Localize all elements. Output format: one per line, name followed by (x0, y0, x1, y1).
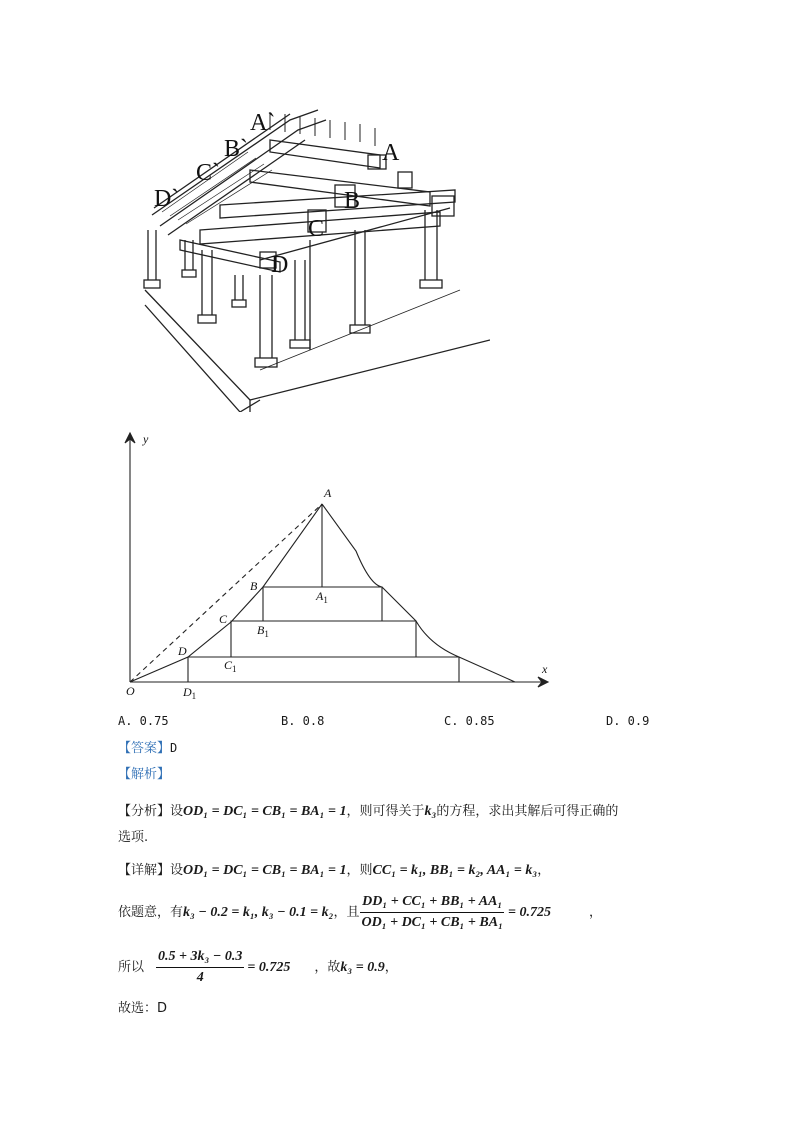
answer-line (118, 739, 177, 758)
answer-value: D (170, 741, 178, 755)
fig1-label-d-prime: D` (154, 186, 180, 212)
suoyi-pre: 所以 (118, 959, 145, 975)
origin-label: O (126, 684, 135, 698)
xiangjie-pre: 设 (170, 863, 184, 878)
option-c: C. 0.85 (444, 714, 495, 728)
fenxi-variable: k₃ (424, 804, 437, 819)
suoyi-fraction (156, 948, 244, 987)
point-c-label: C (219, 612, 228, 626)
point-d1-label: $D_1$ (183, 685, 197, 701)
yiti-post: ， (588, 904, 602, 920)
fig1-label-d: D (271, 252, 289, 278)
point-b-label: B (250, 579, 258, 593)
fenxi-line1 (118, 803, 618, 821)
suoyi-line (118, 948, 398, 987)
fig1-label-a-prime: A` (250, 110, 276, 136)
conclusion-line: 故选：D (118, 1001, 168, 1016)
yiti-mid: ，且 (333, 904, 360, 920)
yiti-fraction-numerator: DD₁ + CC₁ + BB₁ + AA₁ (360, 893, 504, 913)
fenxi-line2: 选项. (118, 830, 149, 845)
fig1-label-c: C (308, 216, 325, 242)
point-c1-label: $C_1$ (224, 658, 237, 674)
xiangjie-mid: ，则 (346, 863, 373, 878)
xiangjie-equation-k: CC₁ = k₁, BB₁ = k₂, AA₁ = k₃ (372, 863, 538, 878)
yiti-line (118, 893, 602, 932)
fenxi-pre: 设 (170, 804, 184, 819)
option-b: B. 0.8 (281, 714, 325, 728)
option-d: D. 0.9 (606, 714, 650, 728)
y-axis-label: y (143, 432, 149, 446)
analysis-heading (118, 766, 170, 784)
xiangjie-line (118, 862, 550, 880)
point-a1-label: $A_1$ (316, 589, 328, 605)
point-a-label: A (324, 486, 332, 500)
fenxi-mid: ，则可得关于 (346, 804, 425, 819)
option-a: A. 0.75 (118, 714, 169, 728)
fig1-label-b-prime: B` (224, 136, 248, 162)
yiti-fraction-denominator: OD₁ + DC₁ + CB₁ + BA₁ (361, 915, 503, 930)
point-d-label: D (178, 644, 187, 658)
roof-structure-figure (140, 100, 490, 412)
suoyi-fraction-rhs: = 0.725 (247, 959, 291, 975)
xiangjie-equation: OD₁ = DC₁ = CB₁ = BA₁ = 1 (183, 863, 347, 878)
fenxi-equation: OD₁ = DC₁ = CB₁ = BA₁ = 1 (183, 804, 347, 819)
fig1-label-c-prime: C` (196, 160, 220, 186)
roof-profile-diagram (110, 425, 570, 705)
yiti-pre: 依题意，有 (118, 904, 184, 920)
xiangjie-post: ， (537, 863, 551, 878)
fig1-label-a: A (382, 140, 400, 166)
xiangjie-tag: 【详解】 (118, 863, 171, 878)
suoyi-fraction-numerator: 0.5 + 3k₃ − 0.3 (156, 948, 244, 968)
yiti-fraction (359, 893, 504, 932)
suoyi-post: ， (384, 959, 398, 975)
fig1-label-b: B (344, 188, 361, 214)
fenxi-post: 的方程，求出其解后可得正确的 (436, 804, 619, 819)
suoyi-fraction-denominator: 4 (196, 970, 204, 985)
analysis-tag: 【解析】 (118, 767, 171, 782)
suoyi-mid: ，故 (314, 959, 341, 975)
x-axis-label: x (542, 662, 548, 676)
suoyi-equation: k₃ = 0.9 (340, 959, 385, 975)
fenxi-tag: 【分析】 (118, 804, 171, 819)
yiti-equation: k₃ − 0.2 = k₁, k₃ − 0.1 = k₂ (183, 904, 334, 920)
answer-tag: 【答案】 (118, 741, 171, 756)
yiti-fraction-rhs: = 0.725 (507, 904, 551, 920)
point-b1-label: $B_1$ (257, 623, 269, 639)
